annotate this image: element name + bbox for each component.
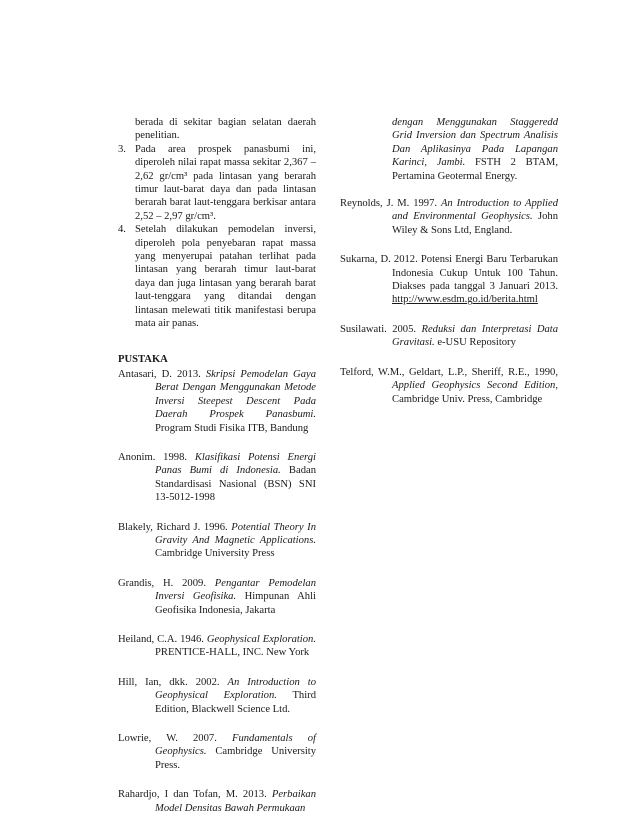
ref-publisher: FSTH 2 BTAM, Pertamina Geotermal Energy. <box>392 157 558 182</box>
conclusion-continuation: berada di sekitar bagian selatan daerah penelitian. <box>135 117 316 142</box>
item-text: Pada area prospek panasbumi ini, diperoleh nilai rapat massa sekitar 2,367 – 2,62 gr/cm³ pada lintasan yang berarah timur laut-barat daya dan pada lintasan berarah barat laut-tenggara berkisar antara 2,52 – 2,97 gr/cm³. <box>135 143 316 222</box>
reference-entry <box>118 577 316 617</box>
references-heading: PUSTAKA <box>118 353 168 365</box>
ref-url-link[interactable]: http://www.esdm.go.id/berita.html <box>392 294 538 306</box>
reference-entry <box>340 197 558 237</box>
ref-publisher: Himpunan Ahli Geofisika Indonesia, Jakarta <box>155 591 316 616</box>
ref-author-year: Sukarna, D. 2012. Potensi Energi Baru Terbarukan Indonesia Cukup Untuk 100 Tahun. Diakses pada tanggal 3 Januari 2013. <box>340 254 558 293</box>
ref-author-year: Rahardjo, I dan Tofan, M. 2013. <box>118 789 272 801</box>
ref-publisher: John Wiley & Sons Ltd, England. <box>392 211 558 236</box>
ref-title: An Introduction to Applied and Environmental Geophysics. <box>392 198 558 223</box>
reference-entry <box>340 323 558 350</box>
ref-publisher: e-USU Repository <box>434 337 516 349</box>
reference-entry <box>118 451 316 505</box>
ref-publisher: Third Edition, Blackwell Science Ltd. <box>155 690 316 715</box>
conclusion-item-4 <box>118 223 316 330</box>
ref-title: Applied Geophysics Second Edition, <box>392 380 558 392</box>
ref-author-year: Antasari, D. 2013. <box>118 368 206 380</box>
right-column <box>340 116 558 422</box>
reference-entry <box>118 633 316 660</box>
reference-entry <box>118 368 316 435</box>
ref-title: Pengantar Pemodelan Inversi Geofisika. <box>155 577 316 603</box>
ref-title: Skripsi Pemodelan Gaya Berat Dengan Menggunakan Metode Inversi Steepest Descent Pada Daerah Prospek Panasbumi. <box>155 368 317 421</box>
ref-author-year: Lowrie, W. 2007. <box>118 733 232 745</box>
ref-title: Fundamentals of Geophysics. <box>155 733 316 758</box>
reference-entry <box>340 366 558 406</box>
reference-entry <box>118 521 316 561</box>
reference-entry <box>340 253 558 307</box>
conclusion-item-3 <box>118 143 316 223</box>
ref-publisher: Badan Standardisasi Nasional (BSN) SNI 13-5012-1998 <box>155 465 316 504</box>
ref-author-year: Reynolds, J. M. 1997. <box>340 198 441 210</box>
item-text: Setelah dilakukan pemodelan inversi, diperoleh pola penyebaran rapat massa yang menyerupai patahan terlihat pada lintasan yang berarah timur laut-barat daya dan juga lintasan yang berarah barat laut-tenggara yang ditandai dengan lintasan melewati titik manifestasi berupa mata air panas. <box>135 224 316 330</box>
ref-title: An Introduction to Geophysical Exploration. <box>155 676 316 702</box>
reference-entry <box>118 676 316 716</box>
item-number: 3. <box>118 143 126 155</box>
ref-publisher: Cambridge University Press <box>155 548 275 560</box>
ref-title: Potential Theory In Gravity And Magnetic Applications. <box>155 521 316 546</box>
left-column <box>118 116 316 831</box>
ref-title: Reduksi dan Interpretasi Data Gravitasi. <box>392 323 559 349</box>
ref-title: Klasifikasi Potensi Energi Panas Bumi di Indonesia. <box>155 451 316 477</box>
ref-publisher: Program Studi Fisika ITB, Bandung <box>155 422 309 434</box>
ref-publisher: PRENTICE-HALL, INC. New York <box>155 647 310 659</box>
ref-publisher: Cambridge Univ. Press, Cambridge <box>392 393 543 405</box>
ref-author-year: Anonim. 1998. <box>118 451 195 463</box>
ref-title: Perbaikan Model Densitas Bawah Permukaan <box>155 789 316 814</box>
ref-title: Geophysical Exploration. <box>206 634 316 645</box>
reference-entry <box>118 732 316 772</box>
reference-entry <box>118 788 316 815</box>
item-number: 4. <box>118 224 126 236</box>
ref-author-year: Heiland, C.A. 1946. <box>118 634 207 645</box>
ref-publisher: Cambridge University Press. <box>155 746 316 771</box>
ref-author-year: Blakely, Richard J. 1996. <box>118 521 232 533</box>
ref-author-year: Hill, Ian, dkk. 2002. <box>118 676 228 688</box>
ref-author-year: Grandis, H. 2009. <box>118 577 215 589</box>
ref-author-year: Telford, W.M., Geldart, L.P., Sheriff, R.E., 1990, <box>340 366 558 378</box>
reference-continuation <box>340 116 558 183</box>
ref-author-year: Susilawati. 2005. <box>340 323 422 335</box>
ref-title: dengan Menggunakan Staggeredd Grid Inversion dan Spectrum Analisis Dan Aplikasinya Pada Lapangan Karinci, Jambi. <box>392 117 558 169</box>
